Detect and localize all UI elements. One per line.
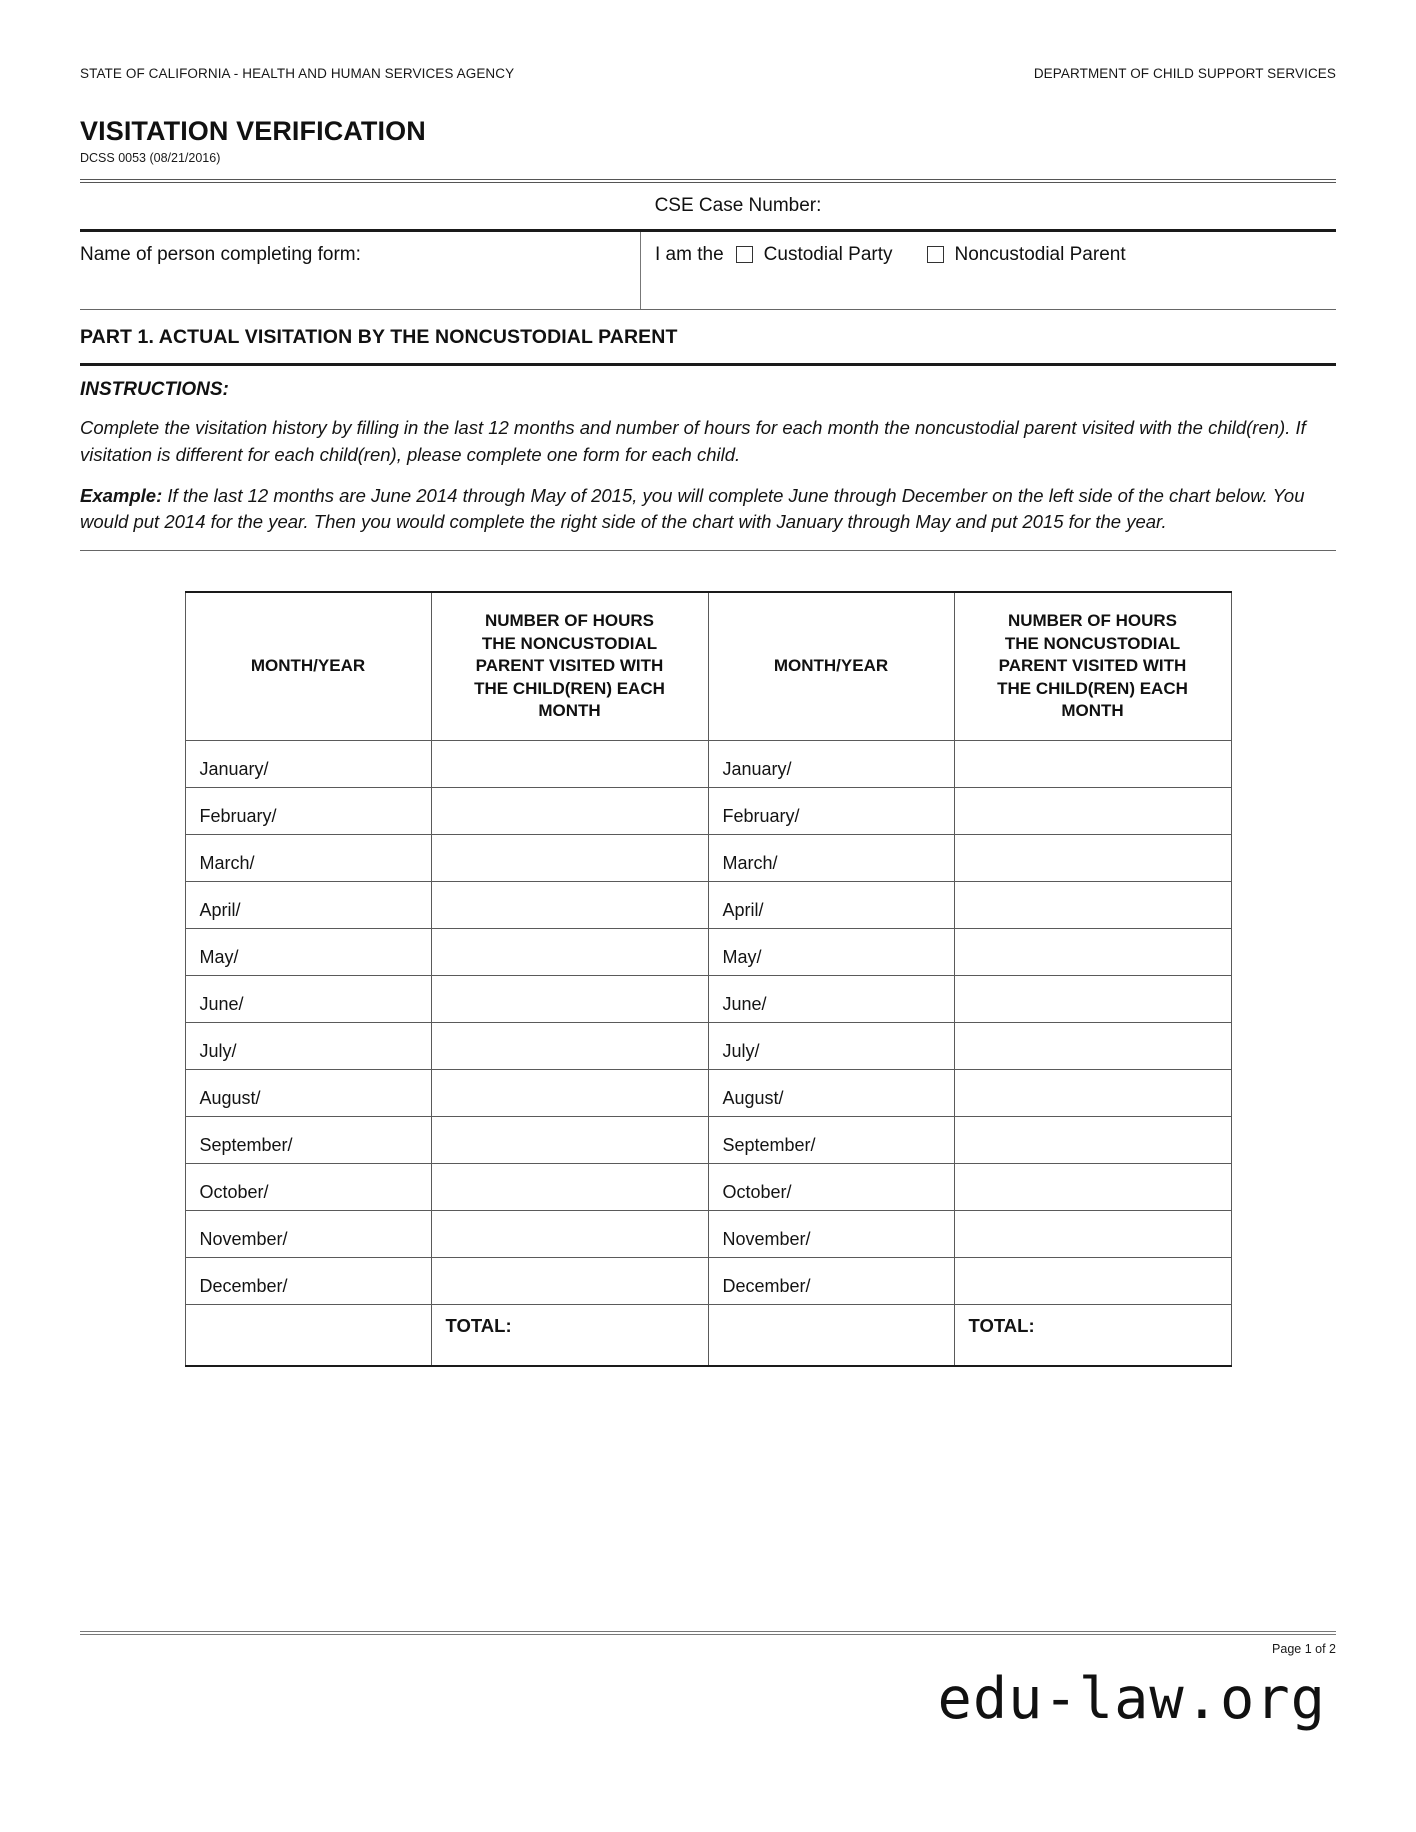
month-cell-right: June/: [708, 975, 954, 1022]
table-total-row: [185, 1304, 1231, 1366]
header-hours-right-l3: PARENT VISITED WITH: [998, 656, 1187, 676]
table-row: [185, 740, 1231, 787]
header-hours-left-l3: PARENT VISITED WITH: [475, 656, 664, 676]
month-cell-left: August/: [185, 1069, 431, 1116]
hours-cell-left[interactable]: [431, 1022, 708, 1069]
header-hours-left: [431, 592, 708, 740]
case-number-label: CSE Case Number:: [654, 195, 822, 216]
watermark: edu-law.org: [937, 1666, 1326, 1732]
total-label-right: TOTAL:: [954, 1304, 1231, 1366]
header-hours-left-l4: THE CHILD(REN) EACH: [474, 678, 665, 698]
header-hours-left-l2: THE NONCUSTODIAL: [481, 633, 658, 653]
table-row: [185, 787, 1231, 834]
month-cell-left: May/: [185, 928, 431, 975]
party-selection-group: [640, 232, 1336, 309]
table-header-row: [185, 592, 1231, 740]
header-hours-right-l2: THE NONCUSTODIAL: [1004, 633, 1181, 653]
table-row: [185, 928, 1231, 975]
month-cell-right: March/: [708, 834, 954, 881]
header-hours-left-l1: NUMBER OF HOURS: [484, 610, 655, 630]
total-blank-right: [708, 1304, 954, 1366]
agency-header-row: [80, 0, 1336, 81]
month-cell-left: December/: [185, 1257, 431, 1304]
hours-cell-right[interactable]: [954, 975, 1231, 1022]
name-field-label: Name of person completing form:: [80, 244, 361, 265]
total-blank-left: [185, 1304, 431, 1366]
month-cell-left: June/: [185, 975, 431, 1022]
instructions-heading: INSTRUCTIONS:: [80, 379, 229, 400]
checkbox-custodial-party[interactable]: [736, 246, 753, 263]
month-cell-right: November/: [708, 1210, 954, 1257]
month-cell-left: October/: [185, 1163, 431, 1210]
noncustodial-parent-label: Noncustodial Parent: [954, 244, 1126, 265]
hours-cell-left[interactable]: [431, 1069, 708, 1116]
i-am-the-label: I am the: [655, 244, 724, 265]
hours-cell-left[interactable]: [431, 881, 708, 928]
hours-cell-right[interactable]: [954, 1163, 1231, 1210]
month-cell-right: September/: [708, 1116, 954, 1163]
example-body: If the last 12 months are June 2014 through May of 2015, you will complete June through December on the left side of the chart below. You would put 2014 for the year. Then you would complete the right side of the chart with January through May and put 2015 for the year.: [80, 484, 1305, 533]
table-header: [185, 592, 1231, 740]
hours-cell-right[interactable]: [954, 1022, 1231, 1069]
hours-cell-right[interactable]: [954, 1210, 1231, 1257]
header-hours-left-l5: MONTH: [538, 701, 601, 721]
month-cell-left: April/: [185, 881, 431, 928]
visitation-table: [185, 591, 1232, 1367]
table-row: [185, 1163, 1231, 1210]
header-month-year-left: MONTH/YEAR: [185, 592, 431, 740]
month-cell-right: August/: [708, 1069, 954, 1116]
month-cell-right: December/: [708, 1257, 954, 1304]
month-cell-left: January/: [185, 740, 431, 787]
hours-cell-right[interactable]: [954, 928, 1231, 975]
header-month-year-right: MONTH/YEAR: [708, 592, 954, 740]
month-cell-right: July/: [708, 1022, 954, 1069]
total-label-left: TOTAL:: [431, 1304, 708, 1366]
header-hours-right-l5: MONTH: [1061, 701, 1124, 721]
hours-cell-right[interactable]: [954, 787, 1231, 834]
hours-cell-left[interactable]: [431, 1163, 708, 1210]
table-row: [185, 881, 1231, 928]
custodial-party-label: Custodial Party: [763, 244, 893, 265]
month-cell-left: November/: [185, 1210, 431, 1257]
instructions-bottom-divider: [80, 550, 1336, 551]
hours-cell-right[interactable]: [954, 1069, 1231, 1116]
table-row: [185, 1069, 1231, 1116]
visitation-table-wrapper: [80, 591, 1336, 1367]
table-body: [185, 740, 1231, 1366]
hours-cell-right[interactable]: [954, 740, 1231, 787]
month-cell-right: May/: [708, 928, 954, 975]
table-row: [185, 834, 1231, 881]
month-cell-left: March/: [185, 834, 431, 881]
checkbox-noncustodial-parent[interactable]: [927, 246, 944, 263]
month-cell-left: July/: [185, 1022, 431, 1069]
table-row: [185, 975, 1231, 1022]
hours-cell-left[interactable]: [431, 834, 708, 881]
hours-cell-left[interactable]: [431, 1257, 708, 1304]
footer-spacer: [80, 1732, 1336, 1832]
page-footer: [80, 1631, 1336, 1832]
hours-cell-right[interactable]: [954, 1116, 1231, 1163]
part1-heading: PART 1. ACTUAL VISITATION BY THE NONCUSTODIAL PARENT: [80, 326, 678, 348]
hours-cell-left[interactable]: [431, 1210, 708, 1257]
hours-cell-right[interactable]: [954, 834, 1231, 881]
header-hours-right: [954, 592, 1231, 740]
hours-cell-left[interactable]: [431, 928, 708, 975]
hours-cell-left[interactable]: [431, 787, 708, 834]
hours-cell-right[interactable]: [954, 1257, 1231, 1304]
table-row: [185, 1022, 1231, 1069]
name-and-party-band: [80, 229, 1336, 309]
footer-divider: [80, 1631, 1336, 1635]
instructions-body: Complete the visitation history by filling in the last 12 months and number of hours for each month the noncustodial parent visited with the child(ren). If visitation is different for each child(ren), please complete one form for each child.: [80, 417, 1306, 465]
month-cell-left: September/: [185, 1116, 431, 1163]
hours-cell-right[interactable]: [954, 881, 1231, 928]
example-paragraph: [80, 483, 1336, 537]
example-label: Example:: [80, 484, 163, 506]
header-hours-right-l1: NUMBER OF HOURS: [1007, 610, 1178, 630]
header-hours-right-l4: THE CHILD(REN) EACH: [997, 678, 1188, 698]
page-title: VISITATION VERIFICATION: [80, 116, 426, 146]
case-number-band: [80, 183, 1336, 229]
agency-left-label: STATE OF CALIFORNIA - HEALTH AND HUMAN SERVICES AGENCY: [80, 66, 515, 81]
page-number: Page 1 of 2: [1272, 1642, 1336, 1656]
month-cell-right: February/: [708, 787, 954, 834]
table-row: [185, 1257, 1231, 1304]
hours-cell-left[interactable]: [431, 740, 708, 787]
month-cell-right: October/: [708, 1163, 954, 1210]
month-cell-left: February/: [185, 787, 431, 834]
hours-cell-left[interactable]: [431, 1116, 708, 1163]
table-row: [185, 1116, 1231, 1163]
month-cell-right: January/: [708, 740, 954, 787]
table-row: [185, 1210, 1231, 1257]
month-cell-right: April/: [708, 881, 954, 928]
form-number: DCSS 0053 (08/21/2016): [80, 151, 221, 165]
agency-right-label: DEPARTMENT OF CHILD SUPPORT SERVICES: [1033, 66, 1336, 81]
hours-cell-left[interactable]: [431, 975, 708, 1022]
